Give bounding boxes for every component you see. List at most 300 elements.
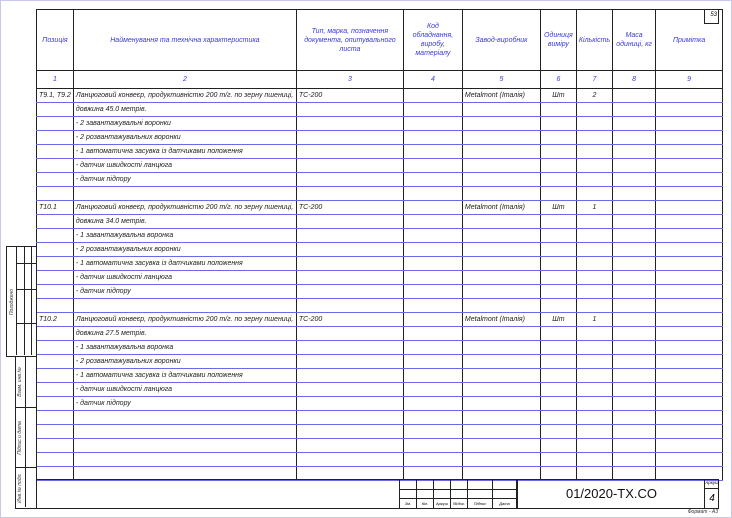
- table-cell: [540, 397, 576, 411]
- column-number: 6: [540, 71, 576, 89]
- table-cell: [296, 103, 403, 117]
- table-cell: [37, 257, 74, 271]
- table-cell: [73, 453, 296, 467]
- table-cell: [296, 439, 403, 453]
- table-row: [37, 131, 723, 145]
- table-cell: [656, 117, 723, 131]
- revision-cell: [468, 480, 493, 490]
- table-cell: - датчик швидкості ланцюга: [73, 159, 296, 173]
- table-cell: [37, 411, 74, 425]
- revision-label: Дата: [493, 499, 517, 509]
- table-cell: [540, 383, 576, 397]
- table-cell: Metalmont (Італія): [462, 313, 540, 327]
- agreed-label: Погоджено: [9, 288, 15, 316]
- table-cell: [462, 243, 540, 257]
- table-cell: - датчик підпору: [73, 173, 296, 187]
- column-number: 2: [73, 71, 296, 89]
- column-header: Найменування та технічна характеристика: [73, 10, 296, 71]
- table-cell: [37, 439, 74, 453]
- table-cell: [576, 145, 612, 159]
- table-cell: [403, 229, 462, 243]
- format-label: Формат - А3: [687, 509, 718, 515]
- table-row: [37, 257, 723, 271]
- table-cell: [656, 243, 723, 257]
- revision-cell: [493, 490, 517, 500]
- table-cell: [403, 103, 462, 117]
- table-cell: [540, 369, 576, 383]
- table-cell: [656, 257, 723, 271]
- table-cell: [613, 103, 656, 117]
- table-cell: [656, 145, 723, 159]
- table-cell: [613, 229, 656, 243]
- table-cell: [656, 327, 723, 341]
- table-cell: [403, 159, 462, 173]
- table-cell: T10.2: [37, 313, 74, 327]
- table-cell: [37, 299, 74, 313]
- revision-cell: [417, 490, 434, 500]
- table-cell: [296, 425, 403, 439]
- table-cell: [540, 215, 576, 229]
- revision-cell: [451, 480, 468, 490]
- table-cell: [613, 411, 656, 425]
- table-cell: T9.1, T9.2: [37, 89, 74, 103]
- table-cell: [462, 425, 540, 439]
- table-cell: [296, 327, 403, 341]
- table-cell: [37, 453, 74, 467]
- column-number: 1: [37, 71, 74, 89]
- table-cell: [576, 397, 612, 411]
- column-number: 3: [296, 71, 403, 89]
- table-cell: Ланцюговий конвеєр, продуктивністю 200 т/г. по зерну пшениці,: [73, 89, 296, 103]
- column-header: Кількість: [576, 10, 612, 71]
- bottom-empty-box: [36, 479, 400, 509]
- table-cell: [462, 145, 540, 159]
- table-cell: [37, 341, 74, 355]
- table-cell: TC-200: [296, 313, 403, 327]
- table-cell: Ланцюговий конвеєр, продуктивністю 200 т/г. по зерну пшениці,: [73, 201, 296, 215]
- column-header: Одиниця виміру: [540, 10, 576, 71]
- revision-label: Підпис: [468, 499, 493, 509]
- table-cell: [613, 341, 656, 355]
- table-cell: [462, 159, 540, 173]
- table-cell: [462, 453, 540, 467]
- table-cell: [403, 411, 462, 425]
- table-row: [37, 243, 723, 257]
- replaced-inv-label: Взам. инв.№: [17, 367, 23, 397]
- table-row: [37, 173, 723, 187]
- table-cell: [73, 187, 296, 201]
- table-cell: [403, 369, 462, 383]
- table-row: [37, 299, 723, 313]
- table-cell: [403, 187, 462, 201]
- table-cell: [576, 159, 612, 173]
- sheet-label: Аркуш: [704, 480, 719, 489]
- table-row: [37, 103, 723, 117]
- table-cell: [296, 159, 403, 173]
- table-cell: [656, 271, 723, 285]
- table-cell: - 1 автоматична засувка із датчиками положення: [73, 369, 296, 383]
- table-cell: [656, 425, 723, 439]
- table-cell: [613, 89, 656, 103]
- column-header: Код обладнання, виробу, матеріалу: [403, 10, 462, 71]
- table-cell: [296, 341, 403, 355]
- table-cell: [613, 299, 656, 313]
- table-cell: Metalmont (Італія): [462, 89, 540, 103]
- table-cell: [656, 89, 723, 103]
- table-cell: [37, 243, 74, 257]
- table-cell: [37, 383, 74, 397]
- table-cell: [540, 271, 576, 285]
- column-header: Позиція: [37, 10, 74, 71]
- table-cell: [576, 425, 612, 439]
- table-cell: [613, 425, 656, 439]
- table-cell: [462, 117, 540, 131]
- table-cell: довжина 45.0 метрів.: [73, 103, 296, 117]
- table-cell: [296, 383, 403, 397]
- table-row: [37, 313, 723, 327]
- table-cell: [613, 257, 656, 271]
- table-cell: TC-200: [296, 201, 403, 215]
- table-cell: [540, 173, 576, 187]
- table-cell: [403, 341, 462, 355]
- table-cell: [656, 173, 723, 187]
- table-cell: [37, 285, 74, 299]
- table-cell: - датчик підпору: [73, 397, 296, 411]
- table-cell: [403, 215, 462, 229]
- table-cell: [403, 201, 462, 215]
- table-cell: [540, 299, 576, 313]
- table-cell: [296, 145, 403, 159]
- table-cell: Metalmont (Італія): [462, 201, 540, 215]
- table-cell: [656, 439, 723, 453]
- table-cell: [656, 383, 723, 397]
- table-row: [37, 425, 723, 439]
- table-cell: [540, 327, 576, 341]
- table-cell: [73, 425, 296, 439]
- table-row: [37, 397, 723, 411]
- table-cell: [37, 173, 74, 187]
- table-cell: [613, 173, 656, 187]
- table-cell: [462, 173, 540, 187]
- table-row: [37, 229, 723, 243]
- table-cell: T10.1: [37, 201, 74, 215]
- table-cell: Шт: [540, 313, 576, 327]
- table-cell: [613, 187, 656, 201]
- table-cell: [613, 271, 656, 285]
- table-cell: [576, 131, 612, 145]
- table-cell: - 1 автоматична засувка із датчиками положення: [73, 257, 296, 271]
- revision-cell: [493, 480, 517, 490]
- table-cell: [656, 201, 723, 215]
- table-cell: [540, 439, 576, 453]
- column-header: Завод-виробник: [462, 10, 540, 71]
- revision-cell: [451, 490, 468, 500]
- table-cell: [656, 397, 723, 411]
- table-cell: [656, 411, 723, 425]
- table-cell: [613, 313, 656, 327]
- column-number: 7: [576, 71, 612, 89]
- table-cell: [540, 425, 576, 439]
- table-cell: [462, 229, 540, 243]
- column-number-row: [37, 71, 723, 89]
- table-cell: Ланцюговий конвеєр, продуктивністю 200 т/г. по зерну пшениці,: [73, 313, 296, 327]
- revision-cell: [400, 490, 417, 500]
- table-cell: [462, 285, 540, 299]
- table-cell: [403, 271, 462, 285]
- table-cell: [462, 187, 540, 201]
- header-row: [37, 10, 723, 71]
- revision-cell: [434, 480, 451, 490]
- revision-grid: [400, 480, 517, 508]
- table-cell: - 1 автоматична засувка із датчиками положення: [73, 145, 296, 159]
- table-cell: [296, 187, 403, 201]
- table-cell: - 1 завантажувальна воронка: [73, 341, 296, 355]
- table-cell: Шт: [540, 89, 576, 103]
- table-cell: [37, 327, 74, 341]
- table-cell: [576, 285, 612, 299]
- table-cell: [613, 355, 656, 369]
- table-cell: [540, 355, 576, 369]
- table-cell: [613, 215, 656, 229]
- table-cell: [73, 411, 296, 425]
- table-row: [37, 369, 723, 383]
- column-header: Примітка: [656, 10, 723, 71]
- table-cell: [576, 229, 612, 243]
- table-cell: [656, 229, 723, 243]
- table-cell: [403, 453, 462, 467]
- table-cell: [37, 187, 74, 201]
- table-cell: - 2 розвантажувальних воронки: [73, 355, 296, 369]
- table-cell: - 2 розвантажувальних воронки: [73, 243, 296, 257]
- table-cell: [403, 397, 462, 411]
- table-cell: [576, 117, 612, 131]
- table-row: [37, 411, 723, 425]
- table-cell: - датчик швидкості ланцюга: [73, 383, 296, 397]
- table-row: [37, 285, 723, 299]
- table-cell: [540, 131, 576, 145]
- table-cell: [656, 285, 723, 299]
- table-cell: [73, 439, 296, 453]
- table-cell: Шт: [540, 201, 576, 215]
- table-cell: [296, 243, 403, 257]
- table-row: [37, 89, 723, 103]
- table-row: [37, 187, 723, 201]
- table-cell: [462, 439, 540, 453]
- table-cell: [403, 117, 462, 131]
- table-cell: [576, 341, 612, 355]
- table-cell: [462, 383, 540, 397]
- table-cell: [296, 397, 403, 411]
- table-cell: [576, 187, 612, 201]
- table-cell: [613, 439, 656, 453]
- table-cell: [613, 117, 656, 131]
- table-cell: [576, 243, 612, 257]
- table-cell: довжина 34.0 метрів.: [73, 215, 296, 229]
- table-cell: [462, 271, 540, 285]
- title-block: [399, 479, 719, 509]
- table-cell: [462, 341, 540, 355]
- table-cell: [296, 355, 403, 369]
- table-cell: [576, 369, 612, 383]
- table-cell: [540, 285, 576, 299]
- document-designation: 01/2020-TX.CO: [517, 480, 705, 508]
- table-cell: [613, 243, 656, 257]
- table-cell: 2: [576, 89, 612, 103]
- revision-cell: [434, 490, 451, 500]
- table-cell: [296, 369, 403, 383]
- table-cell: [613, 159, 656, 173]
- table-cell: [540, 159, 576, 173]
- revision-label: Аркуш: [434, 499, 451, 509]
- table-cell: [613, 285, 656, 299]
- table-cell: [37, 103, 74, 117]
- table-cell: [656, 103, 723, 117]
- table-cell: 1: [576, 313, 612, 327]
- table-cell: [403, 243, 462, 257]
- table-cell: [613, 201, 656, 215]
- table-cell: [296, 285, 403, 299]
- table-cell: [462, 397, 540, 411]
- table-cell: [540, 187, 576, 201]
- table-cell: [296, 257, 403, 271]
- table-cell: [613, 145, 656, 159]
- table-cell: [296, 271, 403, 285]
- table-cell: [540, 341, 576, 355]
- table-cell: [613, 453, 656, 467]
- column-number: 9: [656, 71, 723, 89]
- table-cell: [403, 285, 462, 299]
- table-cell: [656, 187, 723, 201]
- table-cell: [403, 313, 462, 327]
- table-cell: [37, 215, 74, 229]
- table-cell: [656, 453, 723, 467]
- table-cell: [656, 313, 723, 327]
- table-cell: [576, 327, 612, 341]
- table-cell: - 2 розвантажувальних воронки: [73, 131, 296, 145]
- table-row: [37, 271, 723, 285]
- table-cell: [462, 215, 540, 229]
- table-cell: [576, 453, 612, 467]
- table-cell: [540, 243, 576, 257]
- column-header: Тип, марка, позначення документа, опитувального листа: [296, 10, 403, 71]
- column-number: 8: [613, 71, 656, 89]
- revision-cell: [417, 480, 434, 490]
- table-cell: [540, 145, 576, 159]
- table-cell: [37, 131, 74, 145]
- inventory-stamp: [15, 356, 37, 509]
- table-cell: [576, 257, 612, 271]
- table-cell: [540, 411, 576, 425]
- table-cell: [462, 369, 540, 383]
- table-cell: [296, 411, 403, 425]
- table-cell: [576, 173, 612, 187]
- column-number: 5: [462, 71, 540, 89]
- sheet-number-top: 53: [704, 9, 719, 24]
- table-cell: [656, 369, 723, 383]
- table-cell: [540, 117, 576, 131]
- table-cell: [613, 397, 656, 411]
- table-cell: [403, 425, 462, 439]
- table-cell: [576, 383, 612, 397]
- table-cell: [296, 131, 403, 145]
- table-cell: - датчик швидкості ланцюга: [73, 271, 296, 285]
- table-cell: [462, 411, 540, 425]
- table-cell: [296, 229, 403, 243]
- table-cell: [403, 131, 462, 145]
- table-cell: [613, 369, 656, 383]
- table-cell: [296, 117, 403, 131]
- table-cell: довжина 27.5 метрів.: [73, 327, 296, 341]
- table-cell: [613, 131, 656, 145]
- table-row: [37, 117, 723, 131]
- table-cell: [656, 355, 723, 369]
- column-number: 4: [403, 71, 462, 89]
- revision-cell: [468, 490, 493, 500]
- table-cell: TC-200: [296, 89, 403, 103]
- table-row: [37, 355, 723, 369]
- table-cell: [462, 299, 540, 313]
- table-cell: - 1 завантажувальна воронка: [73, 229, 296, 243]
- table-cell: [296, 215, 403, 229]
- specification-table: [36, 9, 723, 481]
- table-cell: [403, 89, 462, 103]
- table-cell: [296, 453, 403, 467]
- revision-cell: [400, 480, 417, 490]
- table-row: [37, 383, 723, 397]
- column-header: Маса одиниці, кг: [613, 10, 656, 71]
- signature-date-label: Підпис и дата: [17, 421, 23, 455]
- table-row: [37, 201, 723, 215]
- table-cell: [656, 131, 723, 145]
- table-cell: [296, 173, 403, 187]
- table-cell: [656, 215, 723, 229]
- table-cell: [540, 229, 576, 243]
- table-cell: 1: [576, 201, 612, 215]
- table-row: [37, 327, 723, 341]
- table-cell: [462, 257, 540, 271]
- table-cell: [540, 257, 576, 271]
- table-cell: [613, 327, 656, 341]
- revision-label: №док.: [451, 499, 468, 509]
- revision-label: Кіл.: [417, 499, 434, 509]
- table-cell: [403, 355, 462, 369]
- sheet-number: 4: [704, 489, 719, 508]
- table-cell: [656, 341, 723, 355]
- table-row: [37, 215, 723, 229]
- inv-orig-label: Инв.№ подл.: [17, 473, 23, 503]
- table-cell: - 2 завантажувальні воронки: [73, 117, 296, 131]
- table-cell: [403, 299, 462, 313]
- table-cell: [576, 215, 612, 229]
- table-cell: [576, 271, 612, 285]
- table-cell: [462, 103, 540, 117]
- table-cell: [37, 397, 74, 411]
- table-cell: - датчик підпору: [73, 285, 296, 299]
- table-cell: [462, 355, 540, 369]
- table-cell: [403, 173, 462, 187]
- table-cell: [613, 383, 656, 397]
- table-cell: [37, 229, 74, 243]
- table-cell: [576, 103, 612, 117]
- table-cell: [540, 103, 576, 117]
- table-cell: [403, 327, 462, 341]
- table-cell: [576, 299, 612, 313]
- table-row: [37, 145, 723, 159]
- table-cell: [296, 299, 403, 313]
- table-cell: [576, 355, 612, 369]
- table-cell: [403, 439, 462, 453]
- table-cell: [576, 439, 612, 453]
